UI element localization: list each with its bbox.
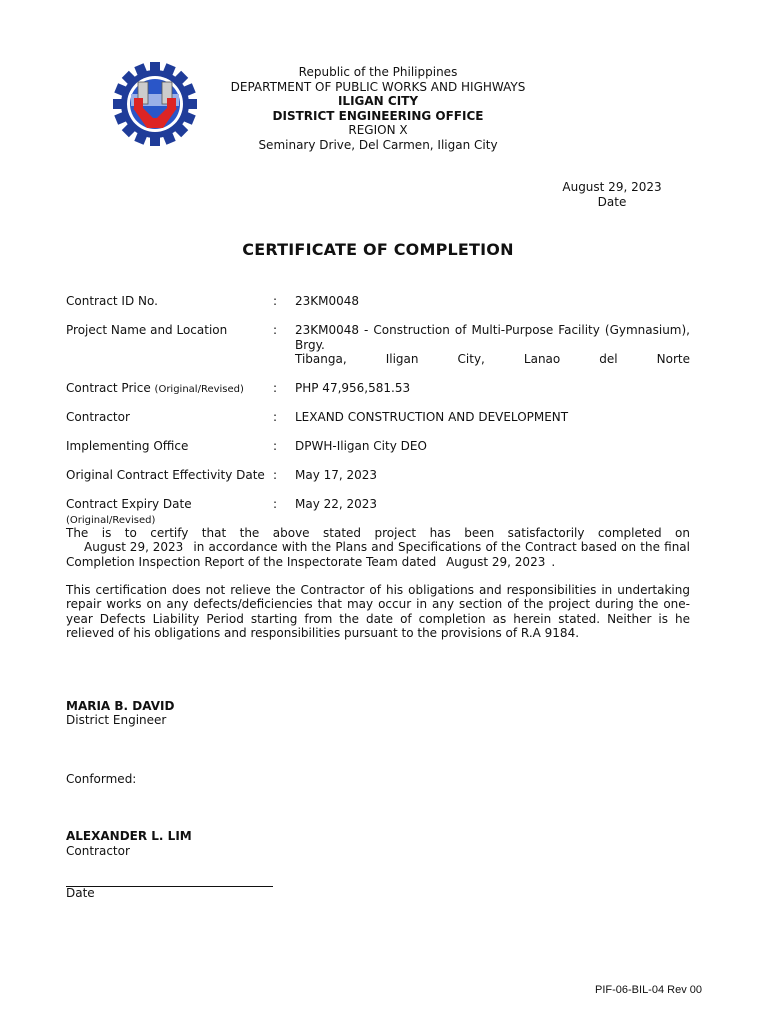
field-label-text: Contract Expiry Date [66, 497, 192, 511]
document-date-value: August 29, 2023 [562, 180, 662, 194]
inspection-report-date: August 29, 2023 [446, 554, 546, 569]
completion-date: August 29, 2023 [84, 540, 184, 555]
signatory-contractor-name: ALEXANDER L. LIM [66, 829, 192, 843]
dpwh-gear-seal-icon [100, 62, 210, 146]
field-value: May 17, 2023 [295, 468, 378, 482]
field-label: Original Contract Effectivity Date [66, 468, 265, 482]
field-label: Contractor [66, 410, 130, 424]
letterhead-region: REGION X [348, 123, 408, 137]
signatory-district-engineer-title: District Engineer [66, 713, 167, 727]
certification-period: . [551, 554, 556, 569]
signatory-contractor-title: Contractor [66, 844, 130, 858]
field-colon: : [273, 410, 278, 424]
document-title: CERTIFICATE OF COMPLETION [242, 240, 514, 259]
project-line-1: 23KM0048 - Construction of Multi-Purpose Facility (Gymnasium), Brgy. [295, 323, 690, 352]
field-value [295, 323, 690, 367]
field-value: May 22, 2023 [295, 497, 378, 511]
date-signature-label: Date [66, 886, 95, 900]
certification-text-part1: The is to certify that the above stated project has been satisfactorily completed on [66, 526, 690, 540]
field-value: DPWH-Iligan City DEO [295, 439, 427, 453]
field-label [66, 381, 271, 398]
field-value: 23KM0048 [295, 294, 360, 308]
date-signature-line [66, 886, 273, 887]
field-value: PHP 47,956,581.53 [295, 381, 411, 395]
field-colon: : [273, 381, 278, 395]
field-label: Project Name and Location [66, 323, 228, 337]
field-label-note: (Original/Revised) [154, 384, 244, 395]
form-code: PIF-06-BIL-04 Rev 00 [595, 984, 702, 996]
field-value: LEXAND CONSTRUCTION AND DEVELOPMENT [295, 410, 569, 424]
letterhead-address: Seminary Drive, Del Carmen, Iligan City [258, 137, 498, 152]
conformed-label: Conformed: [66, 772, 137, 786]
field-label: Contract ID No. [66, 294, 158, 308]
dpwh-seal-logo [100, 62, 210, 146]
letterhead-department: DEPARTMENT OF PUBLIC WORKS AND HIGHWAYS [230, 79, 526, 94]
field-colon: : [273, 468, 278, 482]
relief-paragraph: This certification does not relieve the Contractor of his obligations and responsibilities in undertaking repair works on any defects/deficiencies that may occur in any section of the project during the one-year Defects Liability Period starting from the date of completion as herein stated. Neither is he relieved of his obligations and responsibilities pursuant to the provisions of R.A 9184. [66, 583, 690, 641]
signatory-district-engineer-name: MARIA B. DAVID [66, 699, 175, 713]
document-date-label: Date [597, 195, 627, 209]
field-label-text: Contract Price [66, 381, 151, 395]
letterhead [228, 65, 528, 152]
field-label-note: (Original/Revised) [66, 514, 156, 526]
project-line-2: Tibanga, Iligan City, Lanao del Norte [295, 352, 690, 366]
document-date [555, 180, 669, 210]
field-colon: : [273, 323, 278, 337]
field-colon: : [273, 294, 278, 308]
certification-text-part2: in accordance with the Plans and Specifications of the Contract based on the final Completion Inspection Report of the Inspectorate Team dated [66, 540, 690, 569]
certification-paragraph [66, 526, 690, 569]
field-colon: : [273, 439, 278, 453]
letterhead-republic: Republic of the Philippines [298, 65, 458, 79]
letterhead-office: DISTRICT ENGINEERING OFFICE [272, 108, 484, 123]
field-label [66, 497, 271, 528]
letterhead-city: ILIGAN CITY [337, 94, 419, 108]
field-label: Implementing Office [66, 439, 189, 453]
field-colon: : [273, 497, 278, 511]
